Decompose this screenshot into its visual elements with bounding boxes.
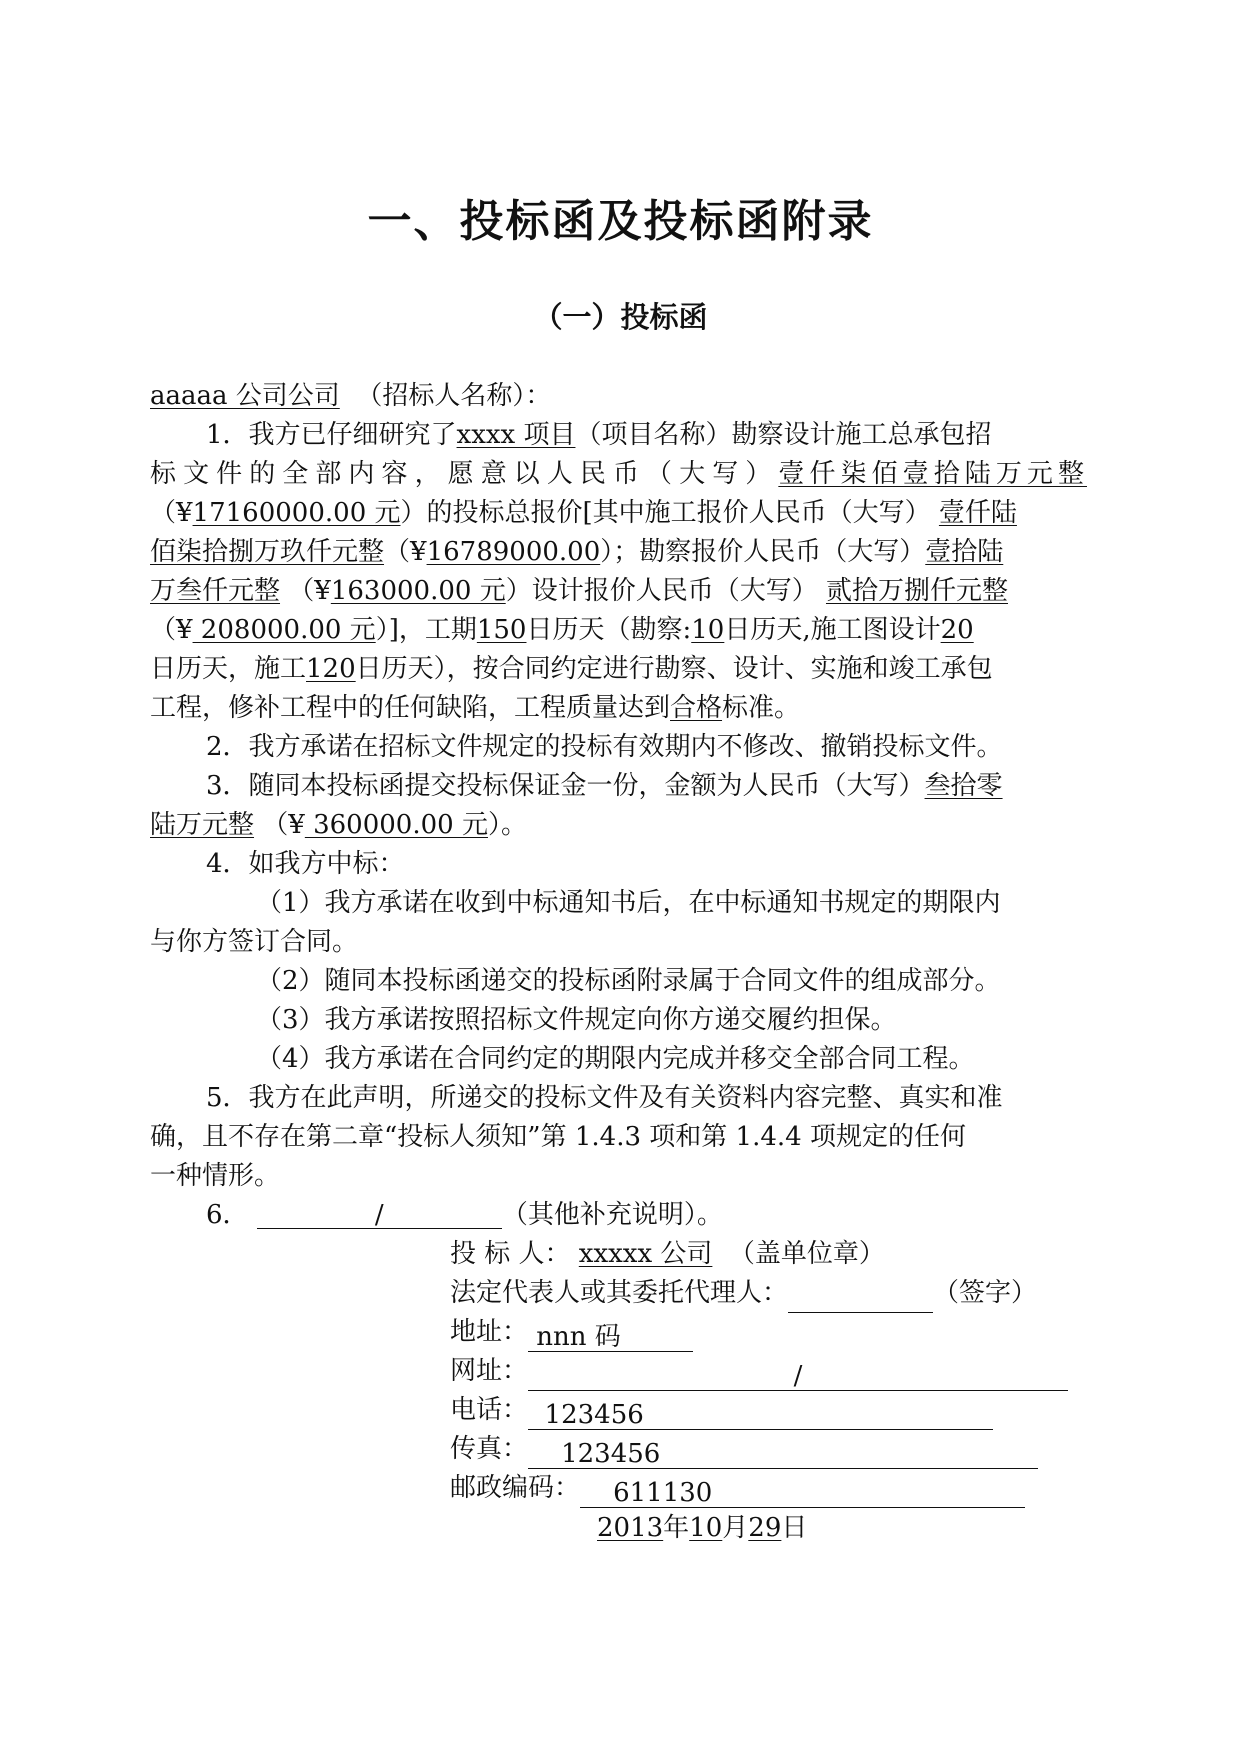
bond-upper-1: 叁拾零 [924, 771, 1003, 801]
survey-price-upper-2: 万叁仟元整 [150, 576, 281, 606]
date-day: 29 [748, 1513, 782, 1543]
phone-field: 123456 [528, 1397, 993, 1430]
construction-price-upper-2: 佰柒拾捌万玖仟元整 [150, 537, 385, 567]
date-month: 10 [689, 1513, 723, 1543]
address-field: nnn 码 [528, 1319, 693, 1352]
postcode-field: 611130 [580, 1475, 1025, 1508]
p4-item-1b: 与你方签订合同。 [150, 927, 359, 957]
construction-days: 120 [306, 654, 356, 684]
website-row: 网址： / [450, 1352, 1068, 1391]
p4-item-1a: （1）我方承诺在收到中标通知书后，在中标通知书规定的期限内 [256, 888, 1001, 918]
design-price-upper: 贰拾万捌仟元整 [825, 576, 1008, 606]
address-row: 地址： nnn 码 [450, 1313, 693, 1352]
design-price-number: 208000.00 元 [192, 615, 376, 645]
p1-line-2: 标文件的全部内容，愿意以人民币（大写）壹仟柒佰壹拾陆万元整 [150, 459, 1087, 489]
bond-upper-2: 陆万元整 [150, 810, 255, 840]
fax-field: 123456 [528, 1436, 1038, 1469]
p6-blank: / [257, 1198, 502, 1229]
p4-item-3: （3）我方承诺按照招标文件规定向你方递交履约担保。 [256, 1005, 897, 1035]
page-title: 一、投标函及投标函附录 [367, 196, 874, 247]
p4-intro: 4．如我方中标： [206, 849, 405, 879]
quality-standard: 合格 [670, 693, 723, 723]
bidder-row: 投 标 人： xxxxx 公司 （盖单位章） [450, 1239, 885, 1269]
website-field: / [528, 1358, 1068, 1391]
construction-price-number: 16789000.00 [426, 537, 601, 567]
date-year: 2013 [597, 1513, 664, 1543]
p2: 2．我方承诺在招标文件规定的投标有效期内不修改、撤销投标文件。 [206, 732, 1003, 762]
p3-line-1: 3．随同本投标函提交投标保证金一份，金额为人民币（大写）叁拾零 [206, 771, 1003, 801]
survey-price-upper-1: 壹拾陆 [925, 537, 1004, 567]
project-name: xxxx 项目 [456, 420, 576, 450]
p4-item-2: （2）随同本投标函递交的投标函附录属于合同文件的组成部分。 [256, 966, 1001, 996]
representative-signature-field [788, 1280, 933, 1313]
construction-price-upper-1: 壹仟陆 [938, 498, 1017, 528]
p1-line-6: （¥ 208000.00 元）]，工期150日历天（勘察:10日历天,施工图设计20 [150, 615, 974, 645]
salutation [150, 377, 551, 416]
fax-row: 传真： 123456 [450, 1430, 1038, 1469]
postcode-row: 邮政编码： 611130 [450, 1469, 1025, 1508]
phone-row: 电话： 123456 [450, 1391, 993, 1430]
p1-line-8: 工程，修补工程中的任何缺陷，工程质量达到合格标准。 [150, 693, 801, 723]
signing-date: 2013年10月29日 [597, 1513, 808, 1543]
recipient-suffix: （招标人名称）： [356, 381, 552, 411]
p1-line-4: 佰柒拾捌万玖仟元整（¥16789000.00）；勘察报价人民币（大写）壹拾陆 [150, 537, 1004, 567]
design-days: 20 [940, 615, 974, 645]
bidder-name: xxxxx 公司 [578, 1239, 713, 1269]
representative-row: 法定代表人或其委托代理人： （签字） [450, 1274, 1037, 1313]
p5-line-2: 确，且不存在第二章“投标人须知”第 1.4.3 项和第 1.4.4 项规定的任何 [150, 1122, 966, 1152]
p1-line-3: （¥17160000.00 元）的投标总报价[其中施工报价人民币（大写） 壹仟陆 [150, 498, 1017, 528]
p1-line-7: 日历天，施工120日历天），按合同约定进行勘察、设计、实施和竣工承包 [150, 654, 993, 684]
p1-line-1: 1．我方已仔细研究了xxxx 项目（项目名称）勘察设计施工总承包招 [206, 420, 992, 450]
p1-line-5: 万叁仟元整 （¥163000.00 元）设计报价人民币（大写） 贰拾万捌仟元整 [150, 576, 1008, 606]
bond-number: 360000.00 元 [304, 810, 488, 840]
survey-price-number: 163000.00 元 [330, 576, 506, 606]
p5-line-3: 一种情形。 [150, 1161, 281, 1191]
survey-days: 10 [691, 615, 725, 645]
duration-days: 150 [476, 615, 527, 645]
p5-line-1: 5．我方在此声明，所递交的投标文件及有关资料内容完整、真实和准 [206, 1083, 1003, 1113]
section-title: （一）投标函 [533, 300, 708, 334]
recipient-name: aaaaa 公司公司 [150, 381, 340, 411]
total-price-number: 17160000.00 元 [192, 498, 401, 528]
total-price-upper: 壹仟柒佰壹拾陆万元整 [778, 459, 1087, 489]
p6: 6． / （其他补充说明）。 [206, 1200, 723, 1230]
p3-line-2: 陆万元整 （¥ 360000.00 元）。 [150, 810, 527, 840]
p4-item-4: （4）我方承诺在合同约定的期限内完成并移交全部合同工程。 [256, 1044, 975, 1074]
